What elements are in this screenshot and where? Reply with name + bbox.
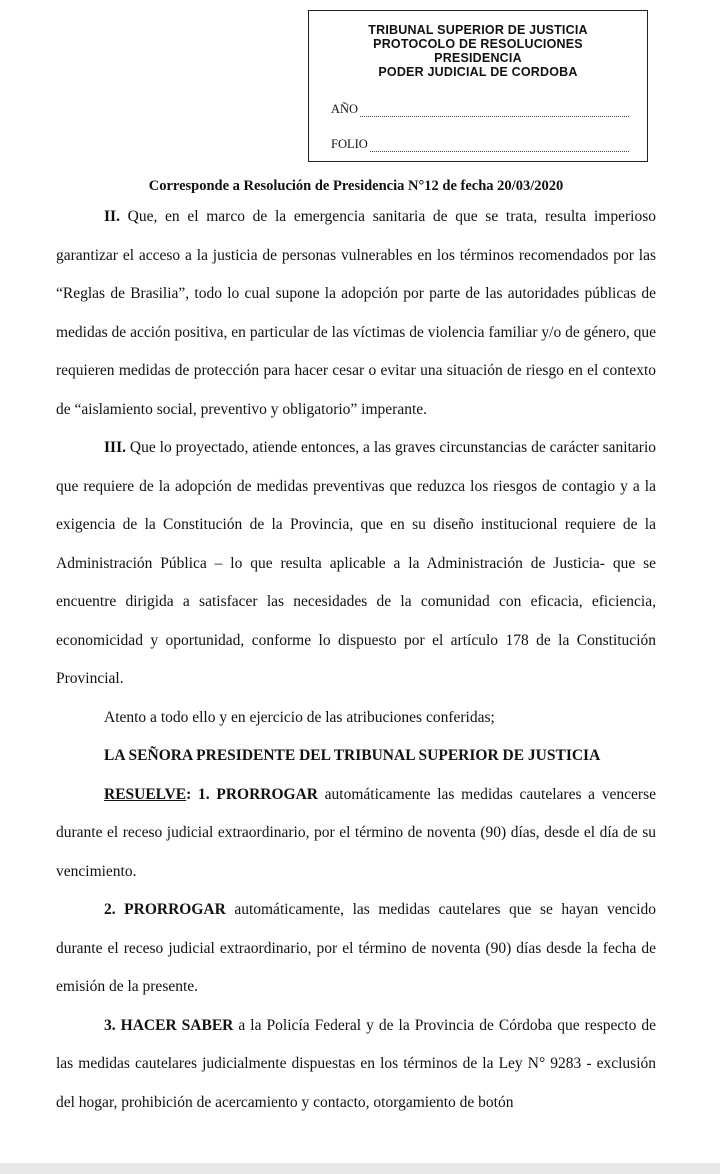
document-body [56, 174, 656, 1122]
item-1-label: 1. PRORROGAR [198, 785, 318, 803]
resuelve-label: RESUELVE [104, 785, 187, 803]
presidente-heading: LA SEÑORA PRESIDENTE DEL TRIBUNAL SUPERIOR DE JUSTICIA [104, 747, 601, 764]
ano-dotted-line [360, 106, 629, 117]
protocol-stamp-box [308, 10, 648, 162]
paragraph-iii-number: III. [104, 439, 126, 456]
item-3-text: a la Policía Federal y de la Provincia de Córdoba que respecto de las medidas cautelares judicialmente dispuestas en los términos de la Ley N° 9283 - exclusión del hogar, prohibición de acercamiento y contacto, otorgamiento de botón [56, 1016, 656, 1111]
paragraph-iii-text: Que lo proyectado, atiende entonces, a las graves circunstancias de carácter sanitario que requiere de la adopción de medidas preventivas que reduzca los riesgos de contagio y a la exigencia de la Constitución de la Provincia, que en su diseño institucional requiere de la Administración Pública – lo que resulta aplicable a la Administración de Justicia- que se encuentre dirigida a satisfacer las necesidades de la comunidad con eficacia, eficiencia, economicidad y oportunidad, conforme lo dispuesto por el artículo 178 de la Constitución Provincial. [56, 439, 656, 687]
page-bottom-edge [0, 1163, 720, 1174]
item-2-text: automáticamente, las medidas cautelares que se hayan vencido durante el receso judicial extraordinario, por el término de noventa (90) días desde la fecha de emisión de la presente. [56, 901, 657, 995]
header-line-tribunal: TRIBUNAL SUPERIOR DE JUSTICIA [368, 23, 588, 37]
header-line-protocolo: PROTOCOLO DE RESOLUCIONES [373, 37, 583, 51]
ano-label: AÑO [331, 102, 359, 116]
header-line-poder-judicial: PODER JUDICIAL DE CORDOBA [378, 65, 578, 79]
paragraph-iii [56, 429, 656, 699]
folio-dotted-line [370, 141, 629, 152]
folio-label: FOLIO [331, 137, 368, 151]
resolution-item-2 [56, 891, 656, 1007]
resolution-item-3 [56, 1007, 656, 1123]
resuelve-colon: : [186, 785, 199, 803]
paragraph-atento: Atento a todo ello y en ejercicio de las atribuciones conferidas; [104, 708, 495, 726]
paragraph-ii [56, 198, 656, 429]
item-2-label: 2. PRORROGAR [104, 901, 226, 918]
item-1-text: automáticamente las medidas cautelares a vencerse durante el receso judicial extraordinario, por el término de noventa (90) días, desde el día de su vencimiento. [56, 785, 656, 880]
paragraph-ii-text: Que, en el marco de la emergencia sanitaria de que se trata, resulta imperioso garantizar el acceso a la justicia de personas vulnerables en los términos recomendados por las “Reglas de Brasilia”, todo lo cual supone la adopción por parte de las autoridades públicas de medidas de acción positiva, en particular de las víctimas de violencia familiar y/o de género, que requieren medidas de protección para hacer cesar o evitar una situación de riesgo en el contexto de “aislamiento social, preventivo y obligatorio” imperante. [56, 208, 656, 418]
resolution-item-1 [56, 776, 656, 892]
ano-field [331, 102, 629, 117]
document-subtitle: Corresponde a Resolución de Presidencia N°12 de fecha 20/03/2020 [148, 178, 564, 194]
header-line-presidencia: PRESIDENCIA [434, 51, 522, 65]
item-3-label: 3. HACER SABER [104, 1016, 234, 1034]
paragraph-ii-number: II. [104, 208, 120, 225]
folio-field [331, 137, 629, 152]
protocol-header [309, 23, 647, 79]
